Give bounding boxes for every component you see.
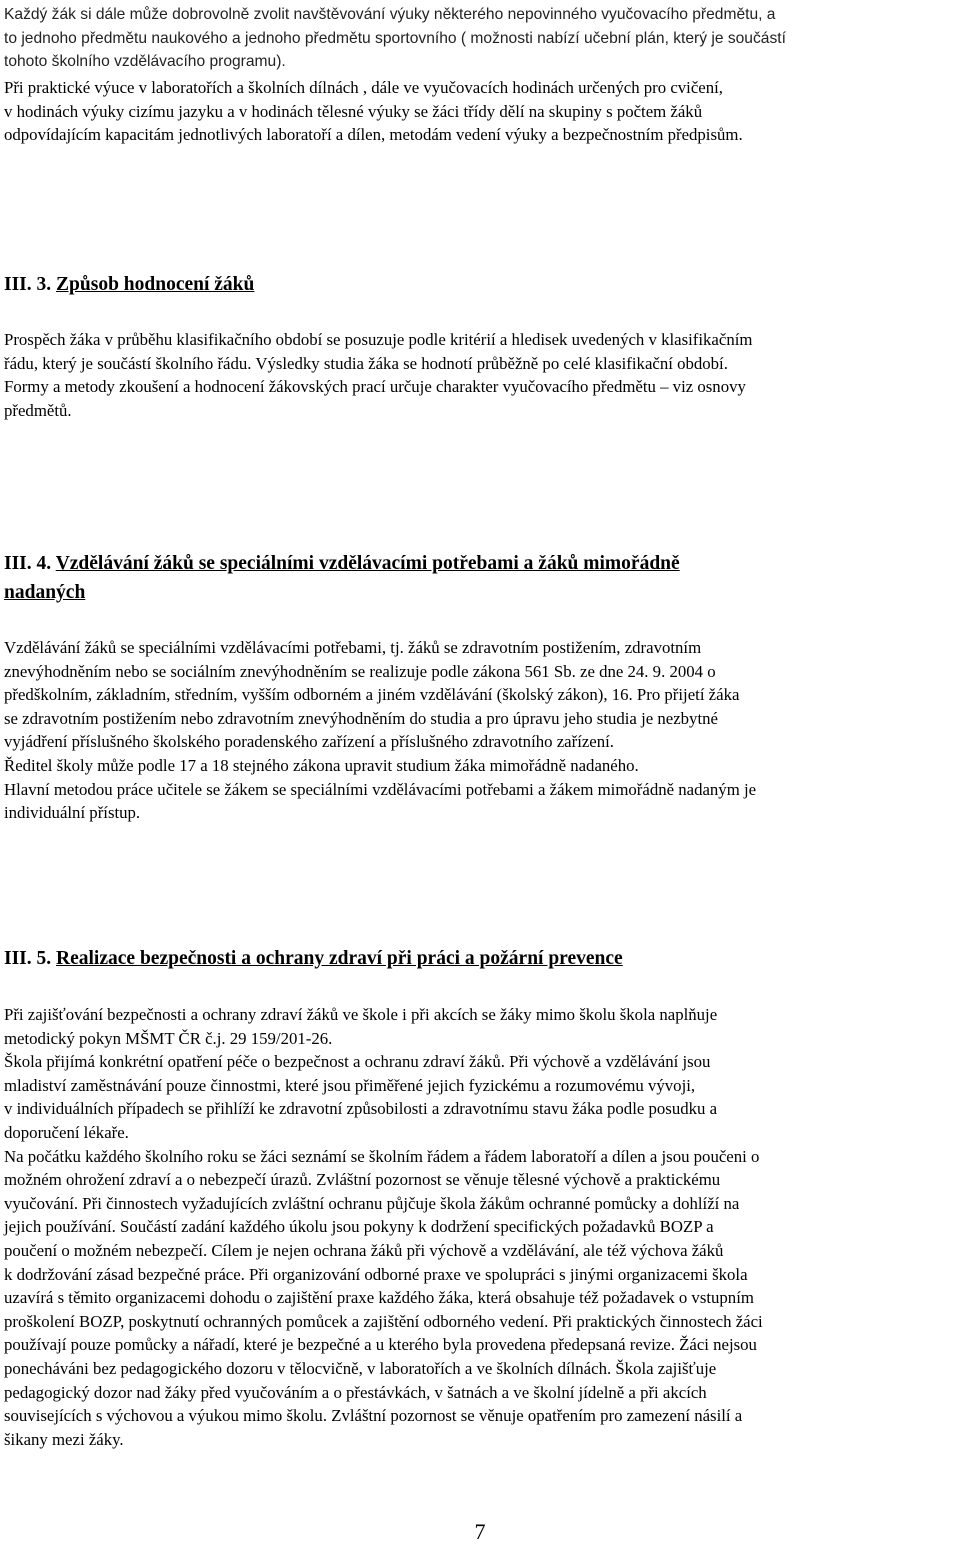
- text-line: Každý žák si dále může dobrovolně zvolit navštěvování výuky některého nepovinného vyučovacího předmětu, a: [4, 6, 776, 23]
- section-title: Realizace bezpečnosti a ochrany zdraví při práci a požární prevence: [56, 948, 623, 969]
- text-line: doporučení lékaře.: [4, 1122, 129, 1142]
- text-line: to jednoho předmětu naukového a jednoho předmětu sportovního ( možnosti nabízí učební plán, který je součástí: [4, 29, 786, 47]
- text-line: Na počátku každého školního roku se žáci seznámí se školním řádem a řádem laboratoří a dílen a jsou poučeni o: [4, 1146, 760, 1166]
- text-line: šikany mezi žáky.: [4, 1429, 124, 1449]
- text-line: možném ohrožení zdraví a o nebezpečí úrazů. Zvláštní pozornost se věnuje tělesné výchově a praktickému: [4, 1170, 721, 1190]
- section-3-paragraph: [4, 328, 956, 422]
- text-line: pedagogický dozor nad žáky před vyučováním a o přestávkách, v šatnách a ve školní jídelně a při akcích: [4, 1382, 707, 1402]
- text-line: uzavírá s těmito organizacemi dohodu o zajištění praxe každého žáka, která obsahuje též požadavek o vstupním: [4, 1288, 754, 1308]
- section-5-heading: [4, 944, 623, 973]
- text-line: Hlavní metodou práce učitele se žákem se speciálními vzdělávacími potřebami a žákem mimořádně nadaným je: [4, 779, 757, 799]
- text-line: řádu, který je součástí školního řádu. Výsledky studia žáka se hodnotí průběžně po celé klasifikační období.: [4, 353, 728, 373]
- text-line: Prospěch žáka v průběhu klasifikačního období se posuzuje podle kritérií a hledisek uvedených v klasifikačním: [4, 330, 753, 349]
- practical-teaching-paragraph: [4, 76, 956, 147]
- text-line: předškolním, základním, středním, vyšším odborném a jiném vzdělávání (školský zákon), 16. Pro přijetí žáka: [4, 685, 740, 705]
- section-5-paragraph: [4, 1003, 956, 1451]
- text-line: Ředitel školy může podle 17 a 18 stejného zákona upravit studium žáka mimořádně nadaného.: [4, 755, 639, 775]
- section-number: III. 3.: [4, 274, 52, 295]
- text-line: vyučování. Při činnostech vyžadujících zvláštní ochranu půjčuje škola žákům ochranné pomůcky a dohlíží na: [4, 1193, 740, 1213]
- section-title-line-1: Vzdělávání žáků se speciálními vzdělávacími potřebami a žáků mimořádně: [55, 553, 680, 574]
- text-line: proškolení BOZP, poskytnutí ochranných pomůcek a zajištění odborného vedení. Při praktických činnostech žáci: [4, 1311, 763, 1331]
- text-line: se zdravotním postižením nebo zdravotním znevýhodněním do studia a pro úpravu jeho studia je nezbytné: [4, 708, 718, 728]
- text-line: ponecháváni bez pedagogického dozoru v tělocvičně, v laboratořích a ve školních dílnách. Škola zajišťuje: [4, 1358, 717, 1378]
- section-title-line-2: nadaných: [4, 582, 86, 603]
- section-number: III. 4.: [4, 553, 52, 574]
- text-line: Při zajišťování bezpečnosti a ochrany zdraví žáků ve škole i při akcích se žáky mimo školu škola naplňuje: [4, 1005, 718, 1024]
- text-line: vyjádření příslušného školského poradenského zařízení a příslušného zdravotního zařízení.: [4, 732, 615, 752]
- text-line: poučení o možném nebezpečí. Cílem je nejen ochrana žáků při výchově a vzdělávání, ale též výchova žáků: [4, 1240, 724, 1260]
- text-line: souvisejících s výchovou a výukou mimo školu. Zvláštní pozornost se věnuje opatřením pro zamezení násilí a: [4, 1406, 743, 1426]
- text-line: mladiství zaměstnávání pouze činnostmi, které jsou přiměřené jejich fyzickému a rozumovému vývoji,: [4, 1075, 696, 1095]
- text-line: v hodinách výuky cizímu jazyku a v hodinách tělesné výuky se žáci třídy dělí na skupiny s počtem žáků: [4, 101, 703, 121]
- intro-paragraph: [4, 3, 956, 74]
- section-title: Způsob hodnocení žáků: [56, 274, 255, 295]
- text-line: k dodržování zásad bezpečné práce. Při organizování odborné praxe ve spolupráci s jinými organizacemi škola: [4, 1264, 748, 1284]
- text-line: individuální přístup.: [4, 803, 141, 823]
- text-line: Při praktické výuce v laboratořích a školních dílnách , dále ve vyučovacích hodinách určených pro cvičení,: [4, 78, 723, 97]
- text-line: tohoto školního vzdělávacího programu).: [4, 53, 286, 71]
- text-line: Škola přijímá konkrétní opatření péče o bezpečnost a ochranu zdraví žáků. Při výchově a vzdělávání jsou: [4, 1052, 711, 1072]
- section-number: III. 5.: [4, 948, 52, 969]
- text-line: metodický pokyn MŠMT ČR č.j. 29 159/201-26.: [4, 1028, 333, 1048]
- section-4-paragraph: [4, 636, 956, 825]
- text-line: znevýhodněním nebo se sociálním znevýhodněním se realizuje podle zákona 561 Sb. ze dne 24. 9. 2004 o: [4, 661, 716, 681]
- text-line: jejich používání. Součástí zadání každého úkolu jsou pokyny k dodržení specifických požadavků BOZP a: [4, 1217, 714, 1237]
- text-line: Formy a metody zkoušení a hodnocení žákovských prací určuje charakter vyučovacího předmětu – viz osnovy: [4, 377, 746, 397]
- page-number: 7: [474, 1519, 486, 1544]
- text-line: používají pouze pomůcky a nářadí, které je bezpečné a u kterého byla provedena předepsaná revize. Žáci nejsou: [4, 1335, 757, 1355]
- text-line: předmětů.: [4, 400, 72, 420]
- text-line: Vzdělávání žáků se speciálními vzdělávacími potřebami, tj. žáků se zdravotním postižením, zdravotním: [4, 638, 702, 657]
- text-line: odpovídajícím kapacitám jednotlivých laboratoří a dílen, metodám vedení výuky a bezpečnostním předpisům.: [4, 125, 743, 145]
- document-page: [4, 0, 956, 1547]
- section-3-heading: [4, 270, 254, 299]
- section-4-heading: [4, 549, 944, 607]
- text-line: v individuálních případech se přihlíží ke zdravotní způsobilosti a zdravotnímu stavu žáka podle posudku a: [4, 1099, 718, 1119]
